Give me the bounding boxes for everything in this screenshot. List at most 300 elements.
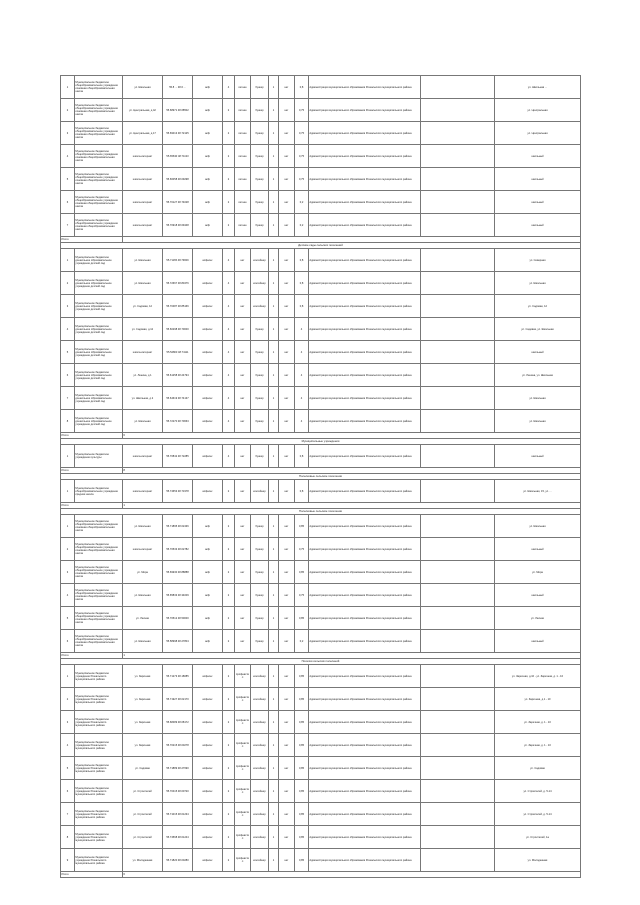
cell-addr: ул. Ленина, д.1 <box>123 364 163 387</box>
cell-e: 1 <box>269 688 279 711</box>
cell-addr: ул. Заречная <box>123 688 163 711</box>
cell-a: асф <box>193 561 223 584</box>
cell-e: 1 <box>269 272 279 295</box>
cell-e: 1 <box>269 757 279 780</box>
cell-owner: Администрация муниципального образования Рошальского муниципального района <box>309 249 421 272</box>
cell-owner: Администрация муниципального образования Рошальского муниципального района <box>309 341 421 364</box>
total-label: Итого <box>61 503 123 509</box>
cell-d: контейнер <box>251 711 269 734</box>
cell-b: 2 <box>223 99 235 122</box>
cell-addr: ул. Школьная, д.2 <box>123 387 163 410</box>
cell-owner: Администрация муниципального образования Рошальского муниципального района <box>309 191 421 214</box>
cell-e: 1 <box>269 249 279 272</box>
cell-c: летнее <box>235 99 251 122</box>
cell-n: 3 <box>61 561 75 584</box>
table-row <box>61 561 581 584</box>
cell-addr: школа-интернат <box>123 214 163 237</box>
table-row <box>61 145 581 168</box>
total-label: Итого <box>61 237 123 243</box>
cell-owner: Администрация муниципального образования Рошальского муниципального района <box>309 538 421 561</box>
cell-a: асф <box>193 584 223 607</box>
cell-b: 2 <box>223 515 235 538</box>
cell-n: 8 <box>61 826 75 849</box>
cell-src: ул. Мира <box>495 561 581 584</box>
cell-src: ул. Лесная <box>495 607 581 630</box>
cell-src: ул. Строителей, д. 5-14 <box>495 803 581 826</box>
table-row <box>61 387 581 410</box>
cell-src: школьный <box>495 168 581 191</box>
cell-g: 4 <box>295 341 309 364</box>
cell-c: профнастил <box>235 849 251 872</box>
cell-c: профнастил <box>235 757 251 780</box>
cell-owner: Администрация муниципального образования Рошальского муниципального района <box>309 711 421 734</box>
cell-e: 1 <box>269 607 279 630</box>
cell-addr: ул. Школьная <box>123 515 163 538</box>
cell-g: 0,85 <box>295 849 309 872</box>
total-value: 6 <box>123 872 581 878</box>
cell-name: Муниципальное бюджетное общеобразовательное учреждение основная общеобразовательная школа <box>75 122 123 145</box>
cell-g: 0,85 <box>295 561 309 584</box>
cell-a: асфальт <box>193 734 223 757</box>
cell-d: контейнер <box>251 849 269 872</box>
cell-f: нет <box>279 214 295 237</box>
cell-f: нет <box>279 410 295 433</box>
cell-d: бункер <box>251 515 269 538</box>
cell-g: 0,85 <box>295 757 309 780</box>
cell-coords: 55.71927 48.02170 <box>163 688 193 711</box>
cell-c: нет <box>235 364 251 387</box>
cell-owner: Администрация муниципального образования Рошальского муниципального района <box>309 630 421 653</box>
cell-owner: Администрация муниципального образования Рошальского муниципального района <box>309 295 421 318</box>
register-sheet <box>60 75 580 878</box>
cell-owner: Администрация муниципального образования Рошальского муниципального района <box>309 757 421 780</box>
cell-empty <box>421 826 495 849</box>
cell-g: 0,2 <box>295 214 309 237</box>
cell-a: асфальт <box>193 849 223 872</box>
cell-e: 1 <box>269 826 279 849</box>
cell-addr: ул. Строителей <box>123 803 163 826</box>
cell-b: 4 <box>223 410 235 433</box>
cell-f: нет <box>279 757 295 780</box>
cell-owner: Администрация муниципального образования Рошальского муниципального района <box>309 849 421 872</box>
cell-name: Муниципальное бюджетное дошкольное образовательное учреждение детский сад <box>75 318 123 341</box>
cell-d: контейнер <box>251 734 269 757</box>
cell-g: 0,2 <box>295 191 309 214</box>
cell-c: нет <box>235 584 251 607</box>
cell-d: бункер <box>251 214 269 237</box>
cell-c: летнее <box>235 122 251 145</box>
cell-empty <box>421 318 495 341</box>
cell-a: асф <box>193 630 223 653</box>
cell-a: асф <box>193 191 223 214</box>
cell-g: 4 <box>295 318 309 341</box>
cell-d: бункер <box>251 561 269 584</box>
cell-src: ул. Школьная ... <box>495 76 581 99</box>
cell-c: нет <box>235 445 251 468</box>
cell-a: асф <box>193 607 223 630</box>
cell-g: 0,75 <box>295 145 309 168</box>
table-row <box>61 272 581 295</box>
cell-name: Муниципальное бюджетное дошкольное образовательное учреждение детский сад <box>75 341 123 364</box>
cell-e: 1 <box>269 191 279 214</box>
cell-f: нет <box>279 584 295 607</box>
cell-e: 1 <box>269 780 279 803</box>
cell-g: 4 <box>295 387 309 410</box>
cell-addr: ул. Школьная <box>123 410 163 433</box>
cell-f: нет <box>279 168 295 191</box>
table-row <box>61 295 581 318</box>
cell-b: 2 <box>223 214 235 237</box>
cell-n: 7 <box>61 803 75 826</box>
cell-owner: Администрация муниципального образования Рошальского муниципального района <box>309 99 421 122</box>
cell-owner: Администрация муниципального образования Рошальского муниципального района <box>309 734 421 757</box>
cell-e: 1 <box>269 318 279 341</box>
cell-d: контейнер <box>251 826 269 849</box>
table-row <box>61 214 581 237</box>
cell-owner: Администрация муниципального образования Рошальского муниципального района <box>309 803 421 826</box>
cell-empty <box>421 734 495 757</box>
cell-owner: Администрация муниципального образования Рошальского муниципального района <box>309 561 421 584</box>
cell-c: нет <box>235 249 251 272</box>
cell-f: нет <box>279 145 295 168</box>
cell-n: 6 <box>61 630 75 653</box>
cell-a: асфальт <box>193 688 223 711</box>
cell-src: ул. Садовая <box>495 757 581 780</box>
cell-name: Муниципальное бюджетное дошкольное образовательное учреждение детский сад <box>75 364 123 387</box>
cell-empty <box>421 214 495 237</box>
total-value: 8 <box>123 468 581 474</box>
cell-d: бункер <box>251 364 269 387</box>
section-title: Детские сады сельских поселений <box>61 243 581 249</box>
cell-coords: 55.65630 48.71133 <box>163 145 193 168</box>
cell-a: асфальт <box>193 711 223 734</box>
cell-empty <box>421 76 495 99</box>
cell-addr: ул. Центральная, д.17 <box>123 122 163 145</box>
cell-owner: Администрация муниципального образования Рошальского муниципального района <box>309 364 421 387</box>
cell-f: нет <box>279 364 295 387</box>
cell-g: 0,85 <box>295 515 309 538</box>
cell-c: нет <box>235 410 251 433</box>
cell-c: летнее <box>235 145 251 168</box>
cell-name: Муниципальное бюджетное учреждение культуры <box>75 445 123 468</box>
cell-name: Муниципальное бюджетное учреждение Рошальского муниципального района <box>75 711 123 734</box>
cell-empty <box>421 665 495 688</box>
cell-g: 0,8 <box>295 272 309 295</box>
cell-c: нет <box>235 515 251 538</box>
cell-empty <box>421 341 495 364</box>
cell-n: 1 <box>61 665 75 688</box>
cell-b: 2 <box>223 584 235 607</box>
cell-coords: 55.58998 48.27804 <box>163 630 193 653</box>
cell-owner: Администрация муниципального образования Рошальского муниципального района <box>309 607 421 630</box>
cell-g: 0,85 <box>295 803 309 826</box>
cell-empty <box>421 711 495 734</box>
cell-e: 1 <box>269 630 279 653</box>
cell-owner: Администрация муниципального образования Рошальского муниципального района <box>309 214 421 237</box>
register-table <box>60 75 581 878</box>
cell-empty <box>421 584 495 607</box>
cell-d: бункер <box>251 76 269 99</box>
cell-e: 1 <box>269 168 279 191</box>
cell-a: асф <box>193 168 223 191</box>
cell-src: ул. Школьная, 15, ул. ... <box>495 480 581 503</box>
cell-n: 5 <box>61 607 75 630</box>
cell-b: 4 <box>223 445 235 468</box>
cell-b: 2 <box>223 538 235 561</box>
cell-n: 1 <box>61 249 75 272</box>
cell-empty <box>421 757 495 780</box>
table-row <box>61 318 581 341</box>
section-title: Муниципальные учреждения <box>61 439 581 445</box>
cell-coords: 55.61258 48.24794 <box>163 364 193 387</box>
cell-src: ул. Молодежная <box>495 849 581 872</box>
cell-d: бункер <box>251 584 269 607</box>
cell-d: бункер <box>251 607 269 630</box>
cell-c: нет <box>235 387 251 410</box>
cell-coords: 55.68489 48.08172 <box>163 711 193 734</box>
cell-src: ул. Строителей, 1а <box>495 826 581 849</box>
table-row <box>61 480 581 503</box>
cell-n: 8 <box>61 410 75 433</box>
cell-name: Муниципальное бюджетное дошкольное образовательное учреждение детский сад <box>75 387 123 410</box>
cell-src: ул. Садовая, ул. Школьная <box>495 318 581 341</box>
cell-src: школьный <box>495 145 581 168</box>
cell-a: асфальт <box>193 826 223 849</box>
cell-e: 1 <box>269 387 279 410</box>
cell-coords: 55.70127 48.74028 <box>163 191 193 214</box>
cell-owner: Администрация муниципального образования Рошальского муниципального района <box>309 168 421 191</box>
cell-c: профнастил <box>235 688 251 711</box>
cell-coords: 55.71820 48.00280 <box>163 849 193 872</box>
cell-d: бункер <box>251 191 269 214</box>
cell-b: 4 <box>223 341 235 364</box>
cell-d: контейнер <box>251 480 269 503</box>
cell-name: Муниципальное бюджетное общеобразовательное учреждение основная общеобразовательная школа <box>75 99 123 122</box>
cell-c: профнастил <box>235 734 251 757</box>
cell-coords: 55.72667 48.80476 <box>163 272 193 295</box>
cell-a: асф <box>193 76 223 99</box>
cell-addr: школа-интернат <box>123 445 163 468</box>
cell-n: 2 <box>61 272 75 295</box>
cell-src: ул. Садовая, 12 <box>495 295 581 318</box>
cell-name: Муниципальное бюджетное учреждение Рошальского муниципального района <box>75 757 123 780</box>
cell-e: 1 <box>269 364 279 387</box>
cell-c: нет <box>235 561 251 584</box>
cell-d: бункер <box>251 445 269 468</box>
cell-e: 1 <box>269 341 279 364</box>
cell-b: 2 <box>223 711 235 734</box>
cell-e: 1 <box>269 76 279 99</box>
cell-b: 2 <box>223 780 235 803</box>
cell-addr: ул. Садовая <box>123 757 163 780</box>
cell-f: нет <box>279 191 295 214</box>
cell-f: нет <box>279 826 295 849</box>
cell-coords: 55.74653 48.71978 <box>163 480 193 503</box>
cell-n: 2 <box>61 538 75 561</box>
cell-g: 0,85 <box>295 826 309 849</box>
cell-src: ул. Центральная <box>495 99 581 122</box>
cell-src: ул. Заречная, д.1 - 10 <box>495 688 581 711</box>
cell-e: 1 <box>269 445 279 468</box>
cell-coords: 55.71889 48.27690 <box>163 757 193 780</box>
cell-addr: ул. Заречная <box>123 665 163 688</box>
cell-c: профнастил <box>235 665 251 688</box>
cell-c: нет <box>235 607 251 630</box>
cell-b: 2 <box>223 757 235 780</box>
cell-g: 0,75 <box>295 99 309 122</box>
cell-b: 2 <box>223 145 235 168</box>
cell-e: 1 <box>269 849 279 872</box>
cell-name: Муниципальное бюджетное учреждение Рошальского муниципального района <box>75 780 123 803</box>
cell-b: 4 <box>223 387 235 410</box>
cell-addr: школа-интернат <box>123 480 163 503</box>
cell-coords: 55.70487 48.85166 <box>163 295 193 318</box>
cell-coords: 55.8 ... 48.6 ... <box>163 76 193 99</box>
cell-name: Муниципальное бюджетное дошкольное образовательное учреждение детский сад <box>75 249 123 272</box>
cell-b: 2 <box>223 826 235 849</box>
cell-f: нет <box>279 480 295 503</box>
cell-src: школьный <box>495 341 581 364</box>
cell-f: нет <box>279 295 295 318</box>
cell-empty <box>421 249 495 272</box>
cell-a: асф <box>193 122 223 145</box>
cell-b: 2 <box>223 607 235 630</box>
table-row <box>61 630 581 653</box>
cell-empty <box>421 688 495 711</box>
cell-n: 9 <box>61 849 75 872</box>
cell-a: асфальт <box>193 364 223 387</box>
cell-d: бункер <box>251 168 269 191</box>
cell-name: Муниципальное бюджетное общеобразовательное учреждение основная общеобразовательная школа <box>75 191 123 214</box>
cell-f: нет <box>279 711 295 734</box>
cell-f: нет <box>279 561 295 584</box>
cell-e: 1 <box>269 480 279 503</box>
cell-a: асфальт <box>193 445 223 468</box>
cell-name: Муниципальное бюджетное учреждение Рошальского муниципального района <box>75 803 123 826</box>
cell-b: 2 <box>223 168 235 191</box>
cell-empty <box>421 480 495 503</box>
cell-f: нет <box>279 515 295 538</box>
cell-f: нет <box>279 734 295 757</box>
cell-addr: ул. Молодежная <box>123 849 163 872</box>
cell-c: летнее <box>235 76 251 99</box>
cell-e: 1 <box>269 515 279 538</box>
table-row <box>61 445 581 468</box>
cell-coords: 55.71273 48.18085 <box>163 665 193 688</box>
cell-owner: Администрация муниципального образования Рошальского муниципального района <box>309 688 421 711</box>
cell-name: Муниципальное бюджетное общеобразовательное учреждение основная общеобразовательная школа <box>75 538 123 561</box>
cell-addr: ул. Центральная, д.42 <box>123 99 163 122</box>
cell-g: 0,85 <box>295 780 309 803</box>
table-row <box>61 757 581 780</box>
cell-name: Муниципальное бюджетное общеобразовательное учреждение основная общеобразовательная школа <box>75 168 123 191</box>
cell-src: ул. Школьная <box>495 515 581 538</box>
cell-addr: ул. Садовая, 12 <box>123 295 163 318</box>
cell-empty <box>421 122 495 145</box>
cell-b: 2 <box>223 734 235 757</box>
cell-d: бункер <box>251 538 269 561</box>
cell-coords: 55.70215 48.00278 <box>163 734 193 757</box>
cell-coords: 55.54803 48.74111 <box>163 341 193 364</box>
cell-g: 0,8 <box>295 76 309 99</box>
cell-g: 0,8 <box>295 295 309 318</box>
cell-e: 1 <box>269 711 279 734</box>
cell-empty <box>421 168 495 191</box>
cell-b: 2 <box>223 122 235 145</box>
cell-src: ул. Заречная, д.10 - ул. Заречная, д. 1 - 10 <box>495 665 581 688</box>
cell-e: 1 <box>269 734 279 757</box>
cell-n: 1 <box>61 515 75 538</box>
cell-d: бункер <box>251 122 269 145</box>
cell-n: 3 <box>61 122 75 145</box>
cell-coords: 55.71015 48.01234 <box>163 803 193 826</box>
cell-d: бункер <box>251 630 269 653</box>
cell-f: нет <box>279 607 295 630</box>
cell-a: асф <box>193 214 223 237</box>
cell-f: нет <box>279 780 295 803</box>
table-row <box>61 803 581 826</box>
cell-addr: ул. Садовая, д.12 <box>123 318 163 341</box>
cell-addr: ул. Строителей <box>123 780 163 803</box>
cell-name: Муниципальное бюджетное учреждение Рошальского муниципального района <box>75 734 123 757</box>
cell-d: контейнер <box>251 665 269 688</box>
cell-empty <box>421 538 495 561</box>
cell-f: нет <box>279 445 295 468</box>
cell-n: 7 <box>61 214 75 237</box>
cell-name: Муниципальное бюджетное общеобразовательное учреждение основная общеобразовательная школа <box>75 515 123 538</box>
table-row <box>61 122 581 145</box>
cell-empty <box>421 99 495 122</box>
cell-addr: ул. Школьная <box>123 584 163 607</box>
cell-owner: Администрация муниципального образования Рошальского муниципального района <box>309 318 421 341</box>
cell-src: ул. Школьная <box>495 410 581 433</box>
cell-c: нет <box>235 272 251 295</box>
table-row <box>61 688 581 711</box>
cell-f: нет <box>279 665 295 688</box>
cell-name: Муниципальное бюджетное учреждение Рошальского муниципального района <box>75 849 123 872</box>
cell-g: 0,75 <box>295 122 309 145</box>
cell-a: асфальт <box>193 780 223 803</box>
cell-c: нет <box>235 318 251 341</box>
cell-e: 1 <box>269 584 279 607</box>
cell-g: 0,8 <box>295 249 309 272</box>
cell-b: 4 <box>223 76 235 99</box>
table-row <box>61 734 581 757</box>
cell-a: асфальт <box>193 295 223 318</box>
cell-b: 2 <box>223 688 235 711</box>
table-row <box>61 341 581 364</box>
cell-f: нет <box>279 249 295 272</box>
cell-empty <box>421 272 495 295</box>
cell-src: школьный <box>495 214 581 237</box>
cell-n: 3 <box>61 295 75 318</box>
cell-addr: ул. Лесная <box>123 607 163 630</box>
cell-a: асф <box>193 538 223 561</box>
section-title: Поселки сельских поселений <box>61 659 581 665</box>
total-label: Итого <box>61 468 123 474</box>
section-title: Поселковые сельские поселения <box>61 474 581 480</box>
cell-src: школьный <box>495 445 581 468</box>
cell-b: 4 <box>223 295 235 318</box>
cell-addr: школа-интернат <box>123 191 163 214</box>
cell-coords: 55.71895 48.02436 <box>163 515 193 538</box>
cell-c: летнее <box>235 214 251 237</box>
cell-coords: 55.64619 48.74137 <box>163 387 193 410</box>
cell-g: 0,85 <box>295 665 309 688</box>
cell-a: асф <box>193 515 223 538</box>
cell-coords: 55.70415 48.00720 <box>163 780 193 803</box>
table-row <box>61 410 581 433</box>
